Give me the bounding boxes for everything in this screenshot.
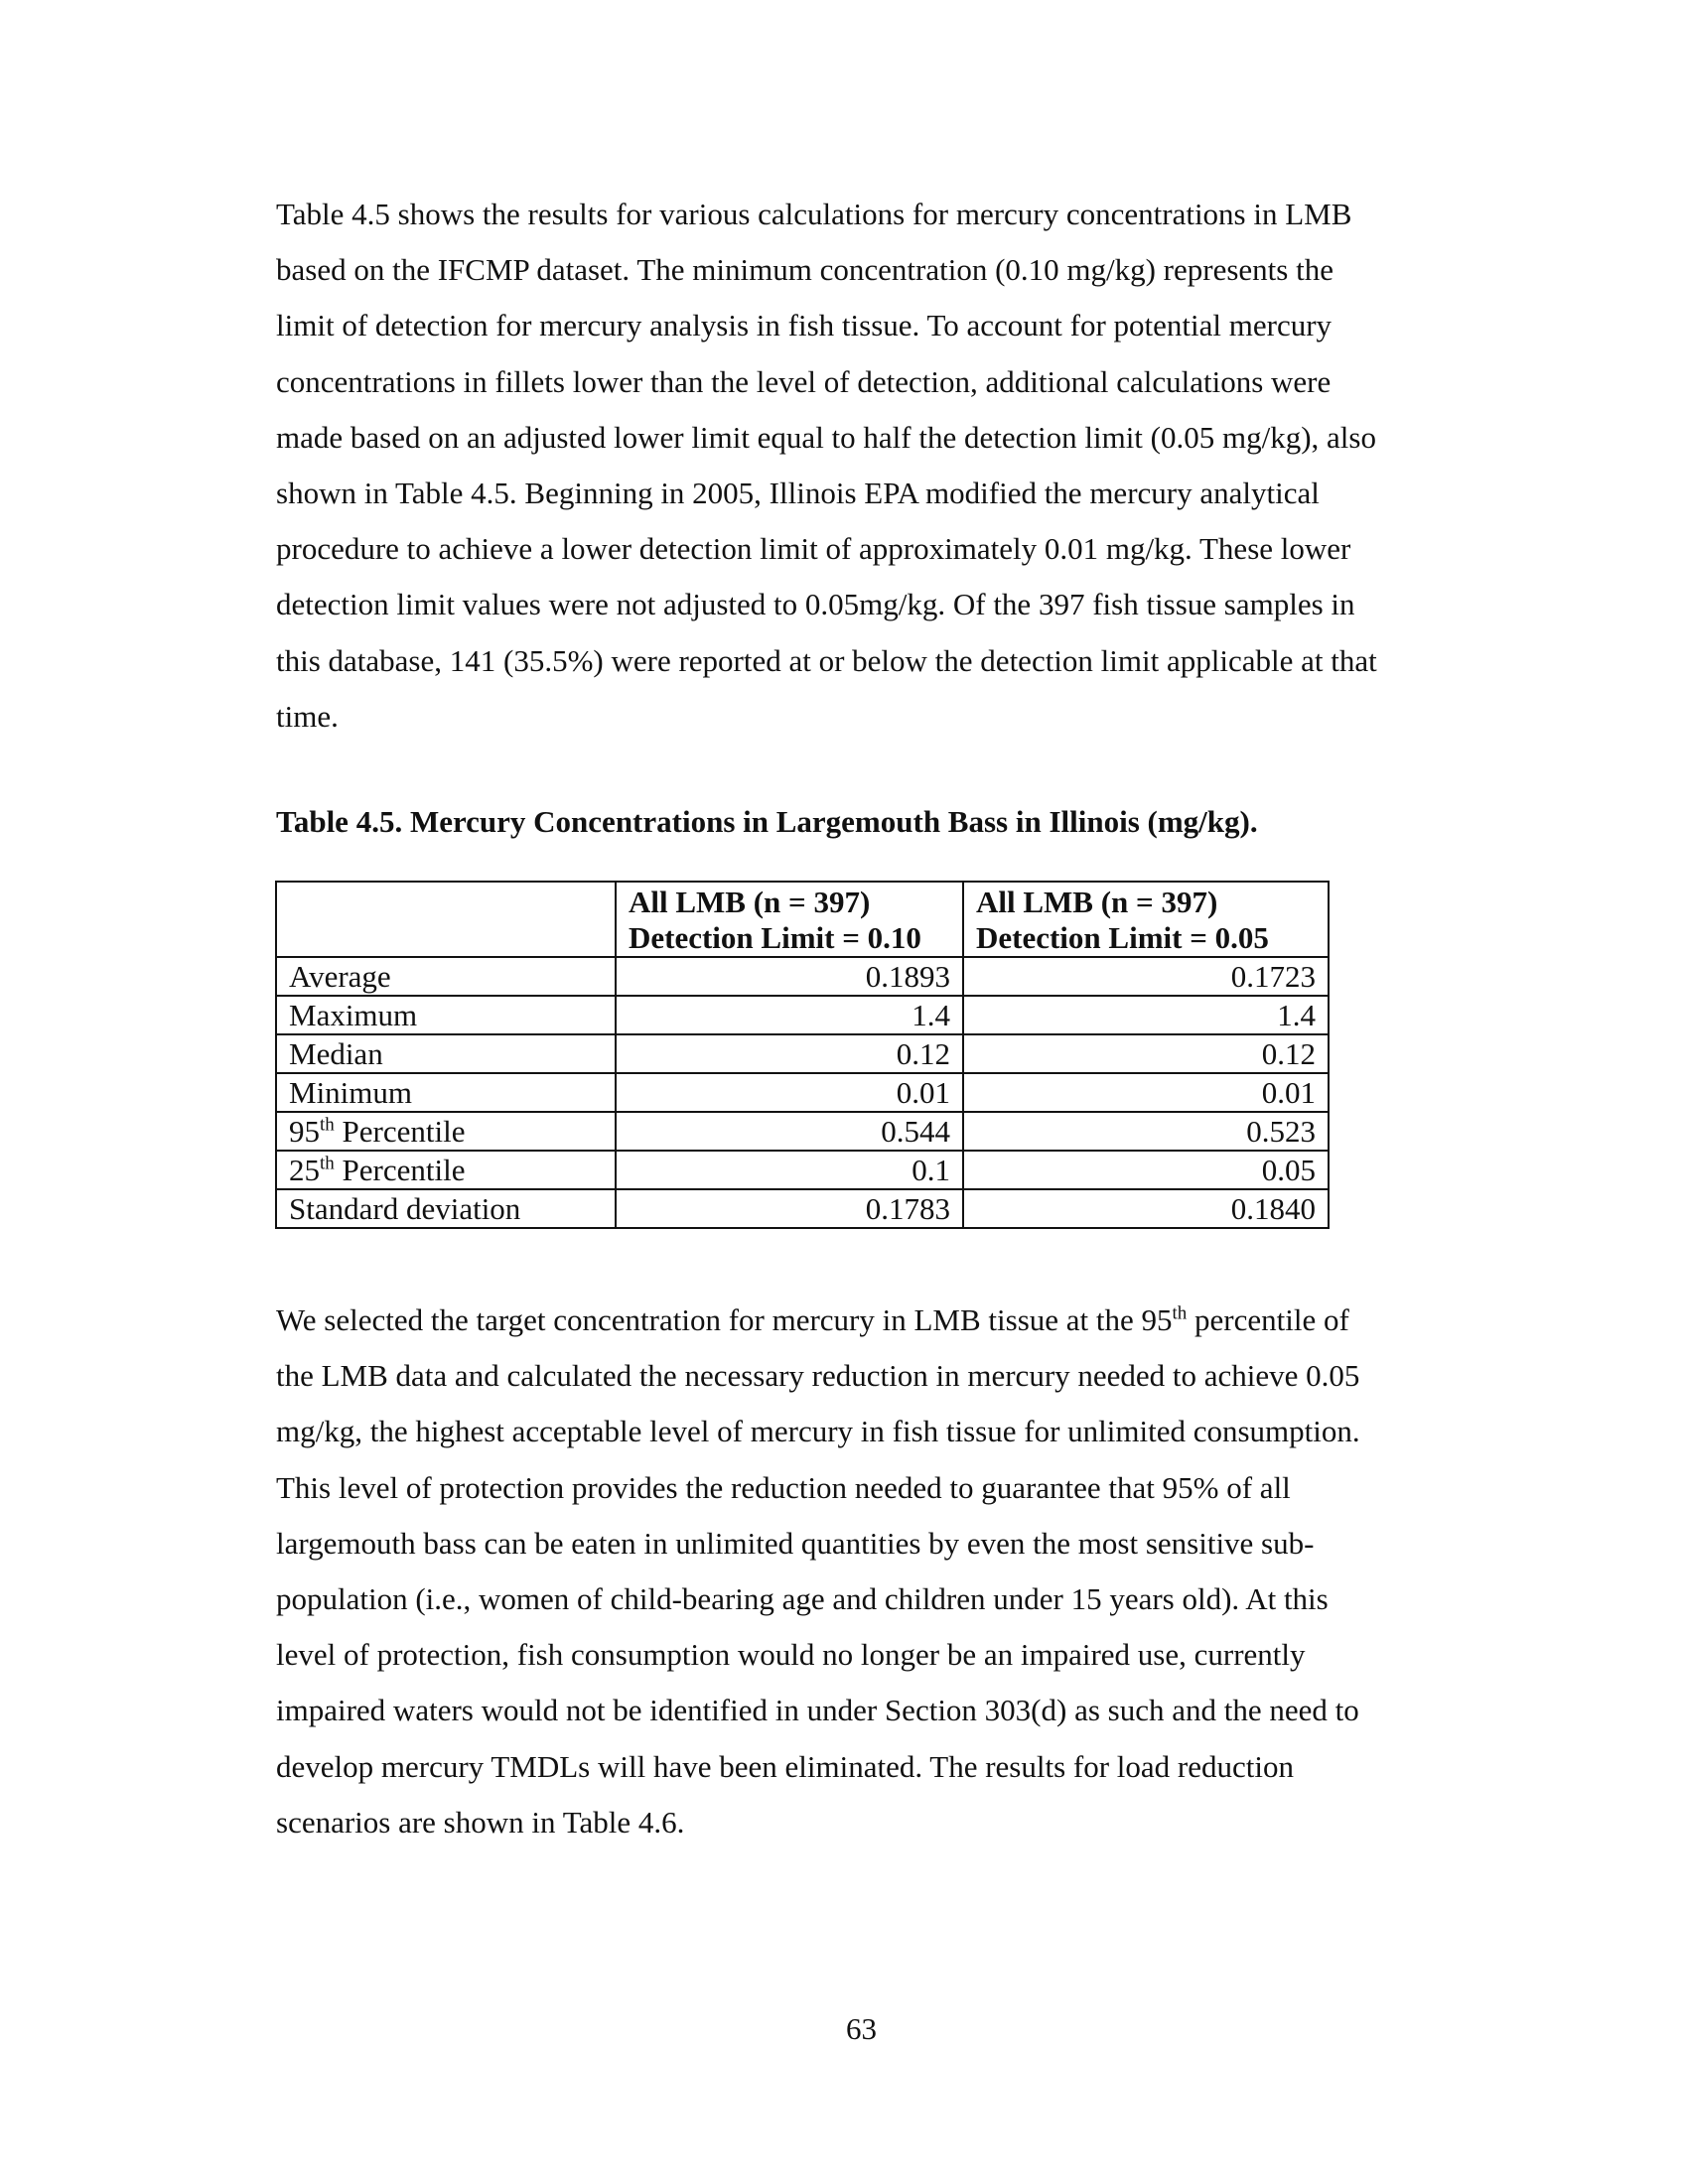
text-line: concentrations in fillets lower than the level of detection, additional calculations were bbox=[276, 363, 1332, 399]
row-label: Median bbox=[276, 1034, 616, 1073]
row-label: Minimum bbox=[276, 1073, 616, 1112]
header-cell-detection-0-05 bbox=[963, 882, 1329, 957]
value-cell: 0.12 bbox=[963, 1034, 1329, 1073]
text-line: mg/kg, the highest acceptable level of mercury in fish tissue for unlimited consumption. bbox=[276, 1414, 1360, 1449]
header-line: Detection Limit = 0.10 bbox=[629, 920, 921, 955]
text-line: shown in Table 4.5. Beginning in 2005, Illinois EPA modified the mercury analytical bbox=[276, 476, 1320, 511]
row-label: Standard deviation bbox=[276, 1189, 616, 1228]
row-label: 95th Percentile bbox=[276, 1112, 616, 1151]
header-line: All LMB (n = 397) bbox=[629, 885, 871, 919]
text-line: this database, 141 (35.5%) were reported at or below the detection limit applicable at that bbox=[276, 642, 1377, 678]
table-row bbox=[276, 957, 1329, 996]
row-label: Maximum bbox=[276, 996, 616, 1034]
value-cell: 0.12 bbox=[616, 1034, 963, 1073]
text-line: impaired waters would not be identified in under Section 303(d) as such and the need to bbox=[276, 1693, 1359, 1728]
value-cell: 0.1783 bbox=[616, 1189, 963, 1228]
table-row bbox=[276, 1034, 1329, 1073]
text-line: time. bbox=[276, 698, 339, 734]
text-line: Table 4.5 shows the results for various calculations for mercury concentrations in LMB bbox=[276, 197, 1352, 231]
value-cell: 1.4 bbox=[616, 996, 963, 1034]
header-cell-detection-0-10 bbox=[616, 882, 963, 957]
value-cell: 0.05 bbox=[963, 1151, 1329, 1189]
row-label: Average bbox=[276, 957, 616, 996]
text-line: We selected the target concentration for mercury in LMB tissue at the 95th percentile of bbox=[276, 1302, 1349, 1337]
row-label: 25th Percentile bbox=[276, 1151, 616, 1189]
text-line: the LMB data and calculated the necessary reduction in mercury needed to achieve 0.05 bbox=[276, 1358, 1360, 1394]
value-cell: 0.01 bbox=[963, 1073, 1329, 1112]
target-concentration-paragraph bbox=[276, 1293, 1448, 1850]
text-line: procedure to achieve a lower detection limit of approximately 0.01 mg/kg. These lower bbox=[276, 531, 1351, 567]
header-line: All LMB (n = 397) bbox=[976, 885, 1218, 919]
text-line: based on the IFCMP dataset. The minimum concentration (0.10 mg/kg) represents the bbox=[276, 252, 1333, 288]
mercury-concentration-table bbox=[275, 881, 1330, 1229]
value-cell: 0.1840 bbox=[963, 1189, 1329, 1228]
value-cell: 0.1 bbox=[616, 1151, 963, 1189]
text-line: limit of detection for mercury analysis in fish tissue. To account for potential mercury bbox=[276, 308, 1333, 343]
table-row bbox=[276, 1189, 1329, 1228]
text-line: detection limit values were not adjusted to 0.05mg/kg. Of the 397 fish tissue samples in bbox=[276, 587, 1355, 622]
header-line: Detection Limit = 0.05 bbox=[976, 920, 1269, 955]
table-header-row bbox=[276, 882, 1329, 957]
text-line: This level of protection provides the reduction needed to guarantee that 95% of all bbox=[276, 1469, 1291, 1505]
value-cell: 0.01 bbox=[616, 1073, 963, 1112]
table-row bbox=[276, 1151, 1329, 1189]
text-line: largemouth bass can be eaten in unlimited quantities by even the most sensitive sub- bbox=[276, 1525, 1315, 1561]
intro-paragraph bbox=[276, 187, 1448, 745]
text-line: develop mercury TMDLs will have been eliminated. The results for load reduction bbox=[276, 1748, 1294, 1784]
text-line: made based on an adjusted lower limit equal to half the detection limit (0.05 mg/kg), also bbox=[276, 419, 1376, 455]
table-row bbox=[276, 1073, 1329, 1112]
value-cell: 1.4 bbox=[963, 996, 1329, 1034]
text-line: population (i.e., women of child-bearing age and children under 15 years old). At this bbox=[276, 1581, 1329, 1617]
table-row bbox=[276, 996, 1329, 1034]
value-cell: 0.1893 bbox=[616, 957, 963, 996]
table-caption: Table 4.5. Mercury Concentrations in Largemouth Bass in Illinois (mg/kg). bbox=[276, 804, 1258, 839]
text-line: scenarios are shown in Table 4.6. bbox=[276, 1804, 685, 1840]
header-cell-blank bbox=[276, 882, 616, 957]
page-number: 63 bbox=[846, 2011, 877, 2046]
table-row bbox=[276, 1112, 1329, 1151]
text-line: level of protection, fish consumption would no longer be an impaired use, currently bbox=[276, 1637, 1306, 1673]
value-cell: 0.1723 bbox=[963, 957, 1329, 996]
value-cell: 0.523 bbox=[963, 1112, 1329, 1151]
value-cell: 0.544 bbox=[616, 1112, 963, 1151]
